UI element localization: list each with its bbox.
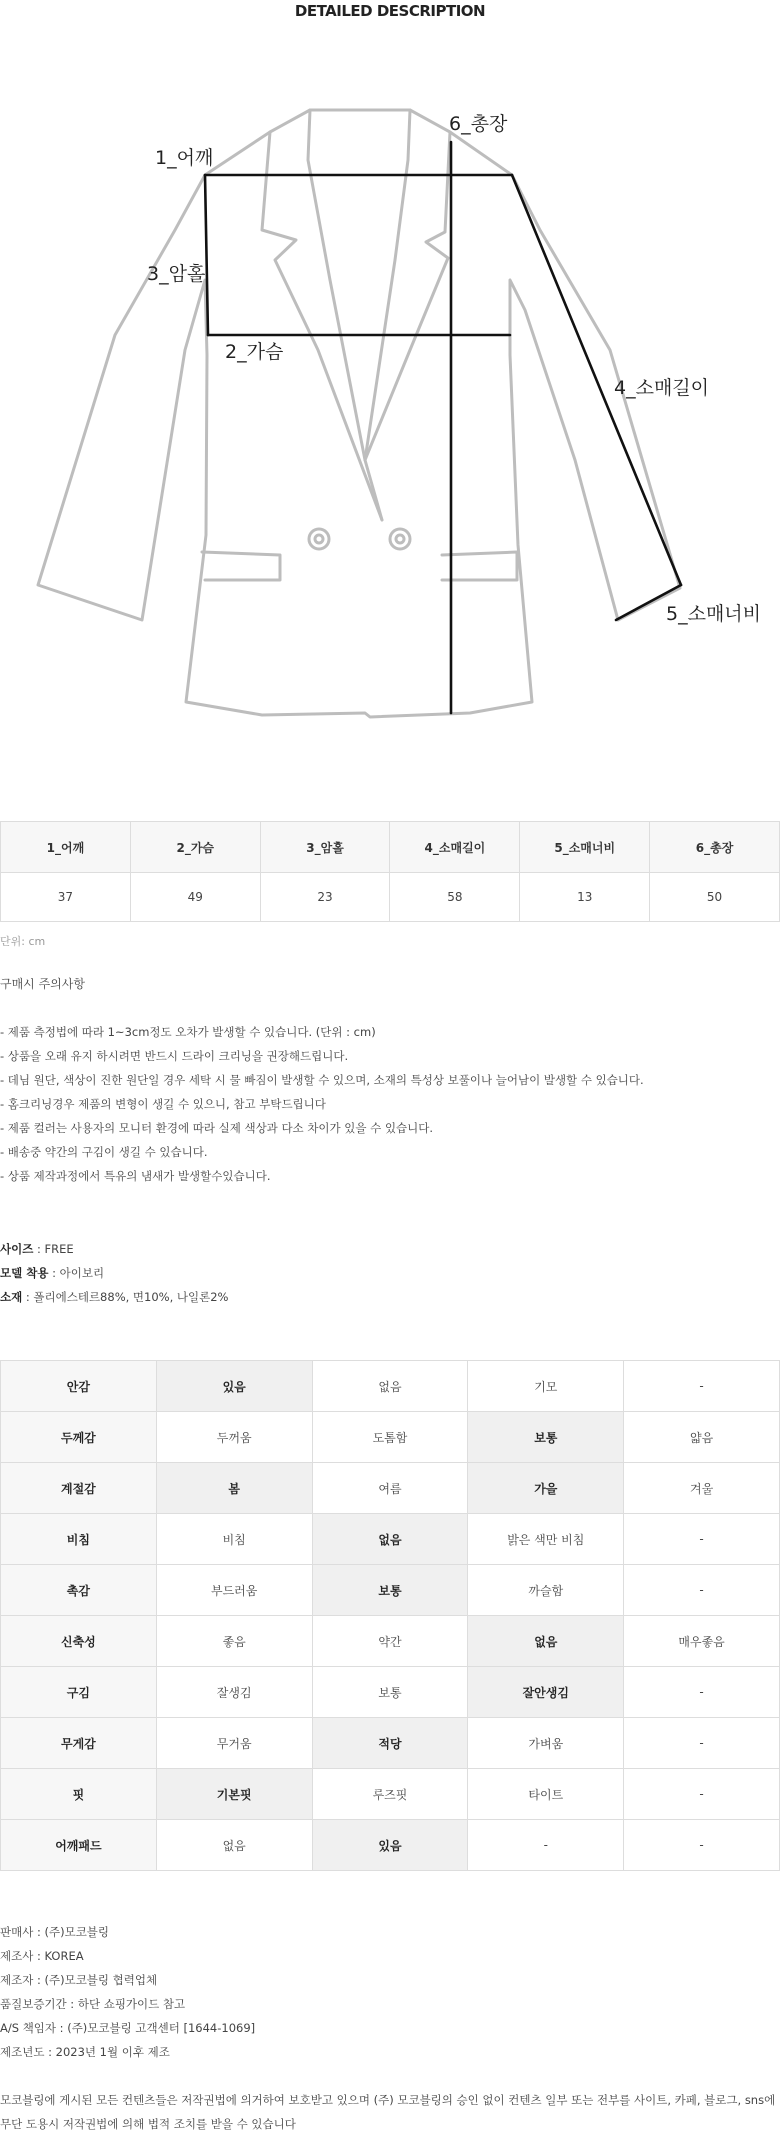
fabric-row (1, 1514, 780, 1565)
fabric-option-cell: - (624, 1361, 780, 1412)
fabric-row-label: 촉감 (1, 1565, 157, 1616)
size-value-cell: 13 (520, 873, 650, 922)
spec-size-label: 사이즈 (0, 1242, 34, 1256)
fabric-row-label: 계절감 (1, 1463, 157, 1514)
spec-material-value: : 폴리에스테르88%, 면10%, 나일론2% (22, 1290, 229, 1304)
size-header-row (1, 822, 780, 873)
fabric-row-label: 어깨패드 (1, 1820, 157, 1871)
fabric-option-cell: - (624, 1514, 780, 1565)
notice-title: 구매시 주의사항 (0, 977, 85, 991)
fabric-option-cell: 밝은 색만 비침 (468, 1514, 624, 1565)
size-value-cell: 49 (130, 873, 260, 922)
fabric-option-cell: 얇음 (624, 1412, 780, 1463)
spec-material-label: 소재 (0, 1290, 23, 1304)
spec-model (0, 1261, 228, 1285)
size-header-cell: 4_소매길이 (390, 822, 520, 873)
info-line: 제조사 : KOREA (0, 1949, 84, 1963)
fabric-option-cell: 적당 (312, 1718, 468, 1769)
info-line: 제조년도 : 2023년 1월 이후 제조 (0, 2045, 170, 2059)
size-value-cell: 50 (650, 873, 780, 922)
product-info-block (0, 1920, 255, 2064)
size-header-cell: 6_총장 (650, 822, 780, 873)
fabric-option-cell: 보통 (468, 1412, 624, 1463)
spec-block (0, 1237, 228, 1309)
fabric-info-table (0, 1360, 780, 1871)
fabric-option-cell: 부드러움 (156, 1565, 312, 1616)
fabric-option-cell: 약간 (312, 1616, 468, 1667)
fabric-row-label: 비침 (1, 1514, 157, 1565)
fabric-row (1, 1361, 780, 1412)
measure-lines (205, 142, 681, 713)
notice-item: - 데님 원단, 색상이 진한 원단일 경우 세탁 시 물 빠짐이 발생할 수 있으며, 소재의 특성상 보풀이나 늘어남이 발생할 수 있습니다. (0, 1073, 644, 1087)
fabric-option-cell: 타이트 (468, 1769, 624, 1820)
fabric-option-cell: 비침 (156, 1514, 312, 1565)
fabric-option-cell: 루즈핏 (312, 1769, 468, 1820)
label-armhole: 3_암홀 (147, 263, 206, 285)
fabric-option-cell: 가을 (468, 1463, 624, 1514)
fabric-row (1, 1769, 780, 1820)
fabric-option-cell: 잘안생김 (468, 1667, 624, 1718)
size-header-cell: 1_어깨 (1, 822, 131, 873)
size-header-cell: 5_소매너비 (520, 822, 650, 873)
fabric-row (1, 1616, 780, 1667)
fabric-row-label: 신축성 (1, 1616, 157, 1667)
spec-size-value: : FREE (33, 1242, 74, 1256)
fabric-row (1, 1412, 780, 1463)
fabric-option-cell: 두꺼움 (156, 1412, 312, 1463)
notice-item: - 배송중 약간의 구김이 생길 수 있습니다. (0, 1145, 208, 1159)
fabric-option-cell: 봄 (156, 1463, 312, 1514)
fabric-option-cell: 좋음 (156, 1616, 312, 1667)
fabric-option-cell: 있음 (156, 1361, 312, 1412)
notice-list (0, 1020, 644, 1188)
fabric-row (1, 1718, 780, 1769)
size-value-cell: 58 (390, 873, 520, 922)
fabric-option-cell: - (468, 1820, 624, 1871)
jacket-measurement-diagram (0, 20, 780, 800)
fabric-option-cell: - (624, 1820, 780, 1871)
size-value-cell: 23 (260, 873, 390, 922)
unit-note: 단위: cm (0, 935, 46, 948)
spec-model-value: : 아이보리 (48, 1266, 105, 1280)
page-title: DETAILED DESCRIPTION (294, 2, 486, 20)
fabric-row-label: 무게감 (1, 1718, 157, 1769)
label-total-length: 6_총장 (449, 113, 508, 135)
label-sleeve-width: 5_소매너비 (666, 603, 762, 625)
label-chest: 2_가슴 (225, 341, 284, 363)
fabric-option-cell: - (624, 1718, 780, 1769)
spec-model-label: 모델 착용 (0, 1266, 49, 1280)
size-table (0, 821, 780, 922)
fabric-option-cell: - (624, 1769, 780, 1820)
info-line: 품질보증기간 : 하단 쇼핑가이드 참고 (0, 1997, 186, 2011)
jacket-outline (38, 110, 680, 717)
info-line: 판매사 : (주)모코블링 (0, 1925, 110, 1939)
fabric-row-label: 두께감 (1, 1412, 157, 1463)
fabric-row-label: 안감 (1, 1361, 157, 1412)
fabric-option-cell: - (624, 1667, 780, 1718)
fabric-row (1, 1463, 780, 1514)
fabric-option-cell: 잘생김 (156, 1667, 312, 1718)
fabric-row-label: 핏 (1, 1769, 157, 1820)
fabric-option-cell: 기본핏 (156, 1769, 312, 1820)
notice-item: - 상품을 오래 유지 하시려면 반드시 드라이 크리닝을 권장해드립니다. (0, 1049, 349, 1063)
fabric-option-cell: 겨울 (624, 1463, 780, 1514)
fabric-row (1, 1667, 780, 1718)
fabric-option-cell: 없음 (312, 1514, 468, 1565)
fabric-row (1, 1565, 780, 1616)
fabric-option-cell: 매우좋음 (624, 1616, 780, 1667)
fabric-option-cell: 가벼움 (468, 1718, 624, 1769)
fabric-option-cell: 기모 (468, 1361, 624, 1412)
size-header-cell: 3_암홀 (260, 822, 390, 873)
fabric-row-label: 구김 (1, 1667, 157, 1718)
notice-item: - 홈크리닝경우 제품의 변형이 생길 수 있으니, 참고 부탁드립니다 (0, 1097, 326, 1111)
size-value-cell: 37 (1, 873, 131, 922)
fabric-option-cell: 도톰함 (312, 1412, 468, 1463)
fabric-option-cell: 없음 (468, 1616, 624, 1667)
fabric-option-cell: 없음 (156, 1820, 312, 1871)
fabric-option-cell: 있음 (312, 1820, 468, 1871)
notice-item: - 제품 컬러는 사용자의 모니터 환경에 따라 실제 색상과 다소 차이가 있을 수 있습니다. (0, 1121, 434, 1135)
fabric-option-cell: 보통 (312, 1667, 468, 1718)
info-line: A/S 책임자 : (주)모코블링 고객센터 [1644-1069] (0, 2021, 256, 2035)
fabric-option-cell: - (624, 1565, 780, 1616)
fabric-option-cell: 여름 (312, 1463, 468, 1514)
fabric-option-cell: 무거움 (156, 1718, 312, 1769)
label-sleeve-length: 4_소매길이 (614, 377, 710, 399)
fabric-option-cell: 까슬함 (468, 1565, 624, 1616)
spec-size (0, 1237, 228, 1261)
fabric-option-cell: 보통 (312, 1565, 468, 1616)
size-value-row (1, 873, 780, 922)
size-header-cell: 2_가슴 (130, 822, 260, 873)
spec-material (0, 1285, 228, 1309)
label-shoulder: 1_어깨 (155, 147, 214, 169)
fabric-row (1, 1820, 780, 1871)
notice-item: - 제품 측정법에 따라 1~3cm정도 오차가 발생할 수 있습니다. (단위 : cm) (0, 1025, 376, 1039)
fabric-option-cell: 없음 (312, 1361, 468, 1412)
copyright-notice: 모코블링에 게시된 모든 컨텐츠들은 저작권법에 의거하여 보호받고 있으며 (주) 모코블링의 승인 없이 컨텐츠 일부 또는 전부를 사이트, 카페, 블로그, sns에 무단 도용시 저작권법에 의해 법적 조치를 받을 수 있습니다 (0, 2093, 776, 2131)
notice-item: - 상품 제작과정에서 특유의 냄새가 발생할수있습니다. (0, 1169, 271, 1183)
info-line: 제조자 : (주)모코블링 협력업체 (0, 1973, 158, 1987)
